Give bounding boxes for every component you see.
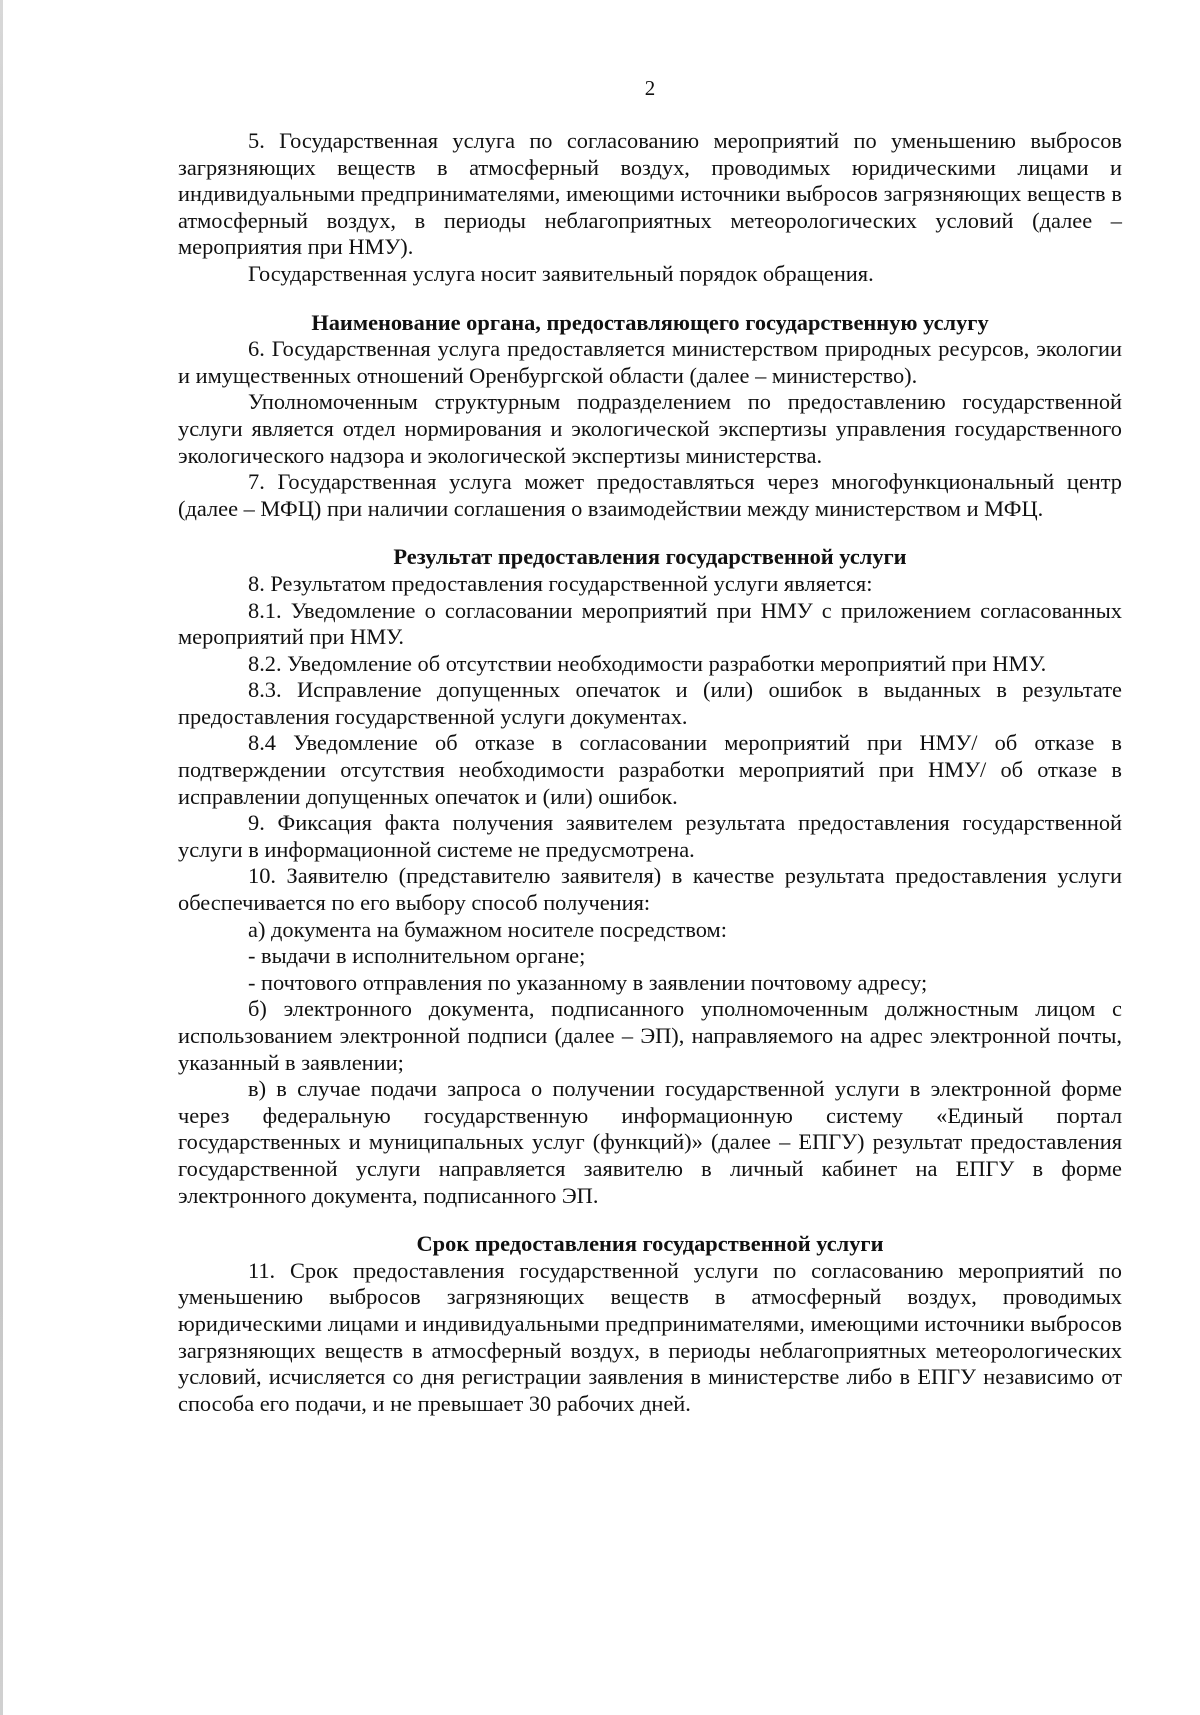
- paragraph-8: 8. Результатом предоставления государственной услуги является:: [248, 570, 873, 596]
- paragraph-10-a-2: - почтового отправления по указанному в заявлении почтовому адресу;: [248, 969, 928, 995]
- scan-edge: [0, 0, 3, 1715]
- heading-authority: Наименование органа, предоставляющего государственную услугу: [311, 309, 989, 335]
- paragraph-8-1: 8.1. Уведомление о согласовании мероприятий при НМУ с приложением согласованных мероприятий при НМУ.: [178, 597, 1122, 650]
- paragraph-10-a: а) документа на бумажном носителе посредством:: [248, 916, 727, 942]
- paragraph-8-3: 8.3. Исправление допущенных опечаток и (или) ошибок в выданных в результате предоставления государственной услуги документах.: [178, 677, 1122, 729]
- section-gap: [178, 522, 1122, 544]
- paragraph-11: 11. Срок предоставления государственной услуги по согласованию мероприятий по уменьшению выбросов загрязняющих веществ в атмосферный воздух, проводимых юридическими лицами и индивидуальными предпринимателями, имеющими источники выбросов загрязняющих веществ в атмосферный воздух, в периоды неблагоприятных метеорологических условий, исчисляется со дня регистрации заявления в министерстве либо в ЕПГУ независимо от способа его подачи, и не превышает 30 рабочих дней.: [178, 1257, 1122, 1416]
- document-body: [178, 128, 1122, 1417]
- paragraph-5-note: Государственная услуга носит заявительный порядок обращения.: [248, 260, 874, 286]
- heading-term: Срок предоставления государственной услуги: [416, 1231, 884, 1257]
- heading-result: Результат предоставления государственной услуги: [393, 544, 907, 570]
- paragraph-6-unit: Уполномоченным структурным подразделением по предоставлению государственной услуги является отдел нормирования и экологической экспертизы управления государственного экологического надзора и экологической экспертизы министерства.: [178, 389, 1122, 468]
- page-number: 2: [644, 76, 656, 100]
- paragraph-6: 6. Государственная услуга предоставляется министерством природных ресурсов, экологии и имущественных отношений Оренбургской области (далее – министерство).: [178, 336, 1122, 388]
- paragraph-9: 9. Фиксация факта получения заявителем результата предоставления государственной услуги в информационной системе не предусмотрена.: [178, 810, 1122, 862]
- paragraph-5: 5. Государственная услуга по согласованию мероприятий по уменьшению выбросов загрязняющих веществ в атмосферный воздух, проводимых юридическими лицами и индивидуальными предпринимателями, имеющими источники выбросов загрязняющих веществ в атмосферный воздух, в периоды неблагоприятных метеорологических условий (далее – мероприятия при НМУ).: [178, 128, 1122, 260]
- paragraph-8-2: 8.2. Уведомление об отсутствии необходимости разработки мероприятий при НМУ.: [248, 650, 1047, 676]
- paragraph-10-b: б) электронного документа, подписанного уполномоченным должностным лицом с использованием электронной подписи (далее – ЭП), направляемого на адрес электронной почты, указанный в заявлении;: [178, 996, 1122, 1075]
- section-gap: [178, 1209, 1122, 1231]
- paragraph-10-a-1: - выдачи в исполнительном органе;: [248, 943, 586, 969]
- paragraph-7: 7. Государственная услуга может предоставляться через многофункциональный центр (далее – МФЦ) при наличии соглашения о взаимодействии между министерством и МФЦ.: [178, 469, 1122, 521]
- paragraph-8-4: 8.4 Уведомление об отказе в согласовании мероприятий при НМУ/ об отказе в подтверждении отсутствия необходимости разработки мероприятий при НМУ/ об отказе в исправлении допущенных опечаток и (или) ошибок.: [178, 730, 1122, 809]
- paragraph-10: 10. Заявителю (представителю заявителя) в качестве результата предоставления услуги обеспечивается по его выбору способ получения:: [178, 863, 1122, 916]
- paragraph-10-v: в) в случае подачи запроса о получении государственной услуги в электронной форме через федеральную государственную информационную систему «Единый портал государственных и муниципальных услуг (функций)» (далее – ЕПГУ) результат предоставления государственной услуги направляется заявителю в личный кабинет на ЕПГУ в форме электронного документа, подписанного ЭП.: [178, 1076, 1122, 1208]
- section-gap: [178, 288, 1122, 310]
